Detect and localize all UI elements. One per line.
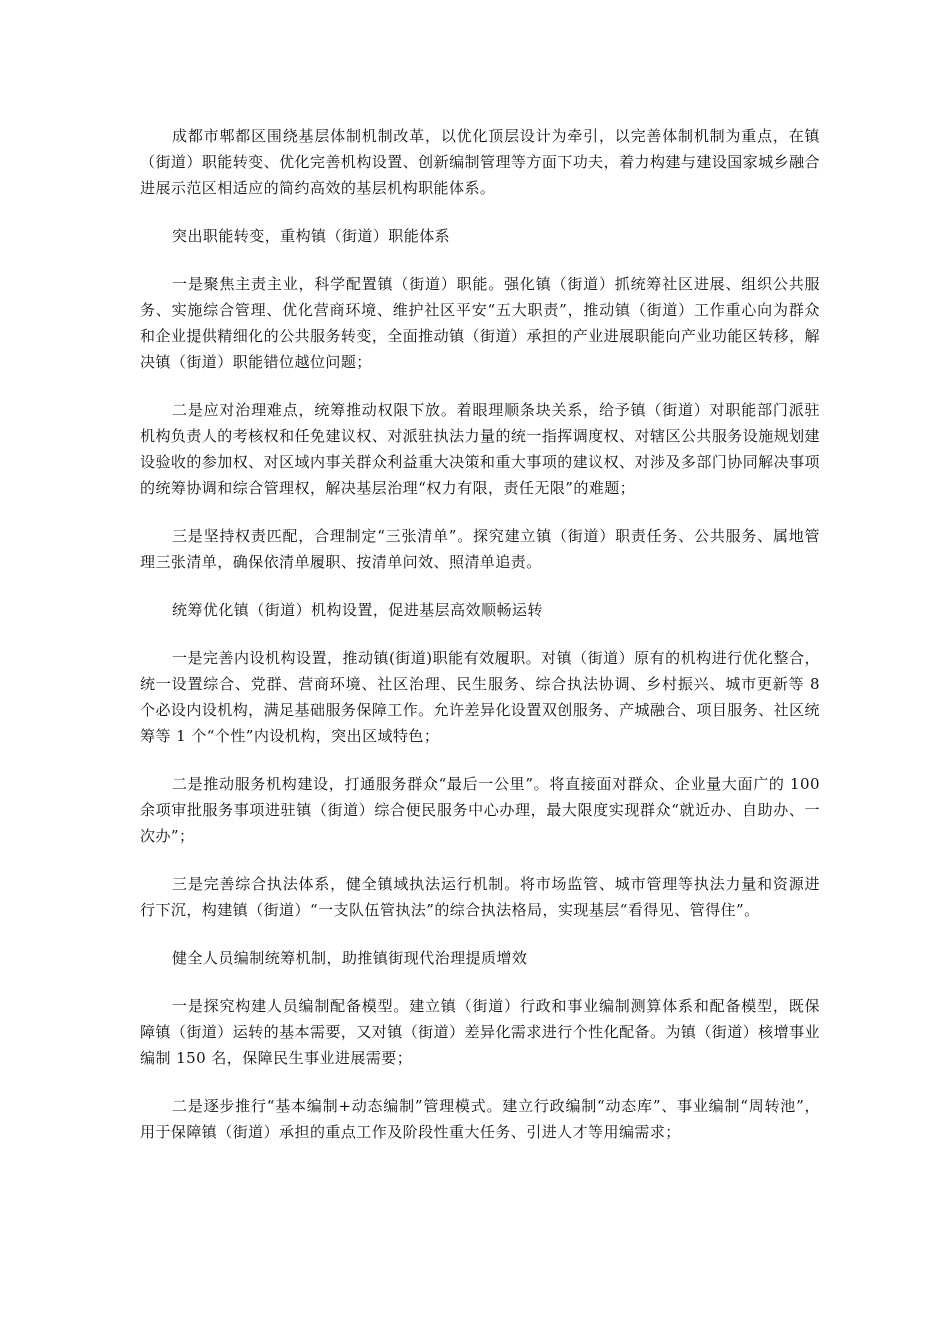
section-2-paragraph-1: 一是完善内设机构设置，推动镇(街道)职能有效履职。对镇（街道）原有的机构进行优化整合，统一设置综合、党群、营商环境、社区治理、民生服务、综合执法协调、乡村振兴、城市更新等 8 个必设内设机构，满足基础服务保障工作。允许差异化设置双创服务、产城融合、项目服务、社区统筹等 1 个“个性”内设机构，突出区域特色； [140,649,820,745]
section-2-paragraph-3: 三是完善综合执法体系，健全镇域执法运行机制。将市场监管、城市管理等执法力量和资源进行下沉，构建镇（街道）“一支队伍管执法”的综合执法格局，实现基层“看得见、管得住”。 [140,875,820,919]
document-body [140,123,820,1167]
section-heading-2: 统筹优化镇（街道）机构设置，促进基层高效顺畅运转 [172,601,543,619]
section-1-paragraph-3: 三是坚持权责匹配，合理制定“三张清单”。探究建立镇（街道）职责任务、公共服务、属地管理三张清单，确保依清单履职、按清单问效、照清单追责。 [140,527,820,571]
section-3-paragraph-1: 一是探究构建人员编制配备模型。建立镇（街道）行政和事业编制测算体系和配备模型，既保障镇（街道）运转的基本需要，又对镇（街道）差异化需求进行个性化配备。为镇（街道）核增事业编制 150 名，保障民生事业进展需要； [140,997,820,1067]
intro-paragraph: 成都市郫都区围绕基层体制机制改革，以优化顶层设计为牵引，以完善体制机制为重点，在镇（街道）职能转变、优化完善机构设置、创新编制管理等方面下功夫，着力构建与建设国家城乡融合进展示范区相适应的简约高效的基层机构职能体系。 [140,127,820,197]
section-3-paragraph-2: 二是逐步推行“基本编制+动态编制”管理模式。建立行政编制“动态库”、事业编制“周转池”，用于保障镇（街道）承担的重点工作及阶段性重大任务、引进人才等用编需求； [140,1097,820,1141]
section-1-paragraph-1: 一是聚焦主责主业，科学配置镇（街道）职能。强化镇（街道）抓统筹社区进展、组织公共服务、实施综合管理、优化营商环境、维护社区平安“五大职责”，推动镇（街道）工作重心向为群众和企业提供精细化的公共服务转变，全面推动镇（街道）承担的产业进展职能向产业功能区转移，解决镇（街道）职能错位越位问题； [140,275,820,371]
section-heading-1: 突出职能转变，重构镇（街道）职能体系 [172,227,451,245]
section-1-paragraph-2: 二是应对治理难点，统筹推动权限下放。着眼理顺条块关系，给予镇（街道）对职能部门派驻机构负责人的考核权和任免建议权、对派驻执法力量的统一指挥调度权、对辖区公共服务设施规划建设验收的参加权、对区域内事关群众利益重大决策和重大事项的建议权、对涉及多部门协同解决事项的统筹协调和综合管理权，解决基层治理“权力有限，责任无限”的难题； [140,401,820,497]
section-2-paragraph-2: 二是推动服务机构建设，打通服务群众“最后一公里”。将直接面对群众、企业量大面广的 100 余项审批服务事项进驻镇（街道）综合便民服务中心办理，最大限度实现群众“就近办、自助办、一次办”； [140,775,820,845]
section-heading-3: 健全人员编制统筹机制，助推镇街现代治理提质增效 [172,949,528,967]
